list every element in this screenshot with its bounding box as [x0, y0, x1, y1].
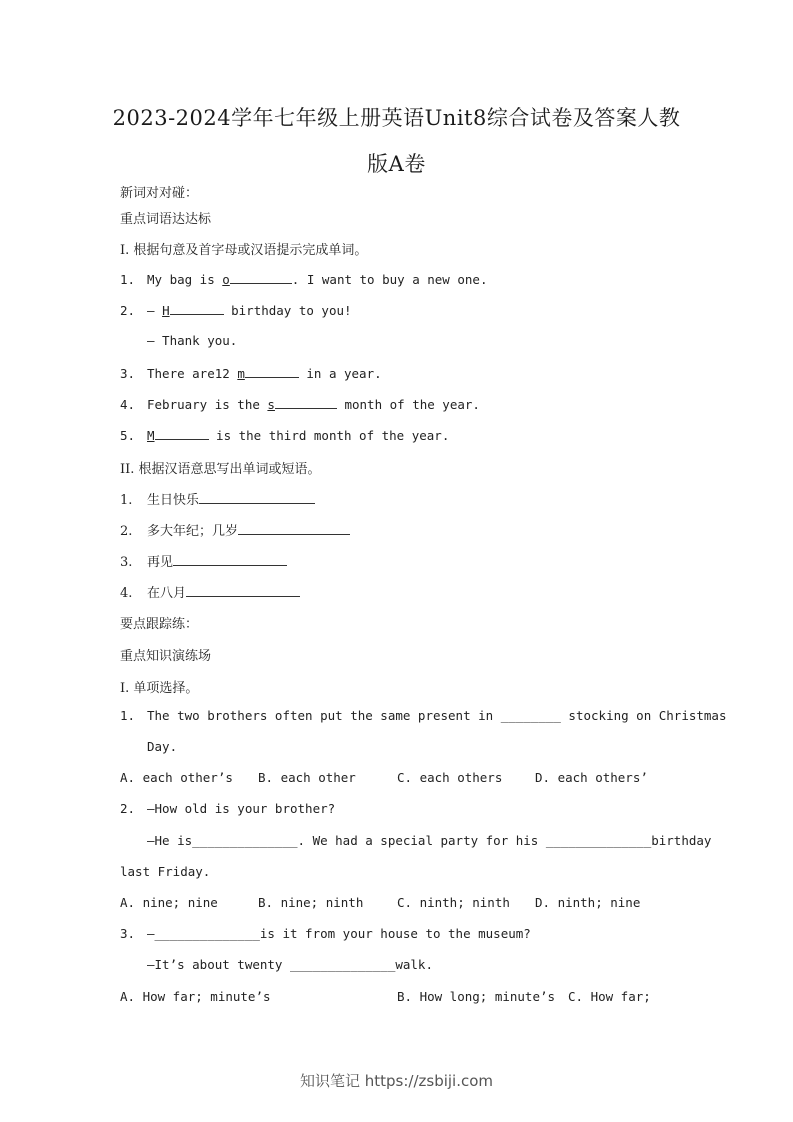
fill-item-2: 2. — H birthday to you!	[120, 303, 352, 318]
mc-q2-stem: 2. —How old is your brother?	[120, 801, 336, 816]
mc-q1-option-d: D. each others’	[535, 770, 648, 785]
mc-q2-option-b: B. nine; ninth	[258, 895, 364, 910]
mc-q3-option-c: C. How far;	[568, 989, 651, 1004]
mc-q1-stem-cont: Day.	[147, 739, 178, 754]
watermark-footer: 知识笔记 https://zsbiji.com	[299, 1072, 494, 1090]
section1-subheading: 重点词语达达标	[120, 212, 212, 227]
mc-q1-option-b: B. each other	[258, 770, 356, 785]
mc-q2-stem-cont-2: last Friday.	[120, 864, 211, 879]
mc-q2-option-d: D. ninth; nine	[535, 895, 641, 910]
translate-item-2: 2. 多大年纪；几岁	[120, 520, 350, 539]
section2-heading: 要点跟踪练：	[120, 617, 199, 632]
partI-instruction: I. 根据句意及首字母或汉语提示完成单词。	[120, 243, 368, 258]
mc-q1-stem: 1. The two brothers often put the same present in ________ stocking on Christmas	[120, 708, 727, 723]
translate-item-3: 3. 再见	[120, 551, 287, 570]
section1-heading: 新词对对碰：	[120, 186, 199, 201]
mc-q2-stem-cont: —He is______________. We had a special party for his ______________birthday	[147, 833, 712, 848]
translate-item-1: 1. 生日快乐	[120, 489, 315, 508]
mc-q2-option-c: C. ninth; ninth	[397, 895, 510, 910]
mc-instruction: I. 单项选择。	[120, 681, 199, 696]
fill-item-1: 1. My bag is o . I want to buy a new one.	[120, 272, 488, 287]
mc-q3-stem: 3. —______________is it from your house to the museum?	[120, 926, 531, 941]
fill-item-2-reply: — Thank you.	[147, 333, 238, 348]
page-title-line-2: 版A卷	[367, 152, 426, 176]
fill-item-4: 4. February is the s month of the year.	[120, 397, 480, 412]
mc-q3-stem-cont: —It’s about twenty ______________walk.	[147, 957, 433, 972]
page-title-line-1: 2023-2024学年七年级上册英语Unit8综合试卷及答案人教	[112, 106, 681, 130]
mc-q1-option-c: C. each others	[397, 770, 503, 785]
fill-item-3: 3. There are12 m in a year.	[120, 366, 382, 381]
mc-q3-option-a: A. How far; minute’s	[120, 989, 271, 1004]
mc-q1-option-a: A. each other’s	[120, 770, 233, 785]
fill-item-5: 5. M is the third month of the year.	[120, 428, 450, 443]
mc-q2-option-a: A. nine; nine	[120, 895, 218, 910]
section2-subheading: 重点知识演练场	[120, 649, 212, 664]
mc-q3-option-b: B. How long; minute’s	[397, 989, 556, 1004]
partII-instruction: II. 根据汉语意思写出单词或短语。	[120, 462, 321, 477]
translate-item-4: 4. 在八月	[120, 582, 300, 601]
